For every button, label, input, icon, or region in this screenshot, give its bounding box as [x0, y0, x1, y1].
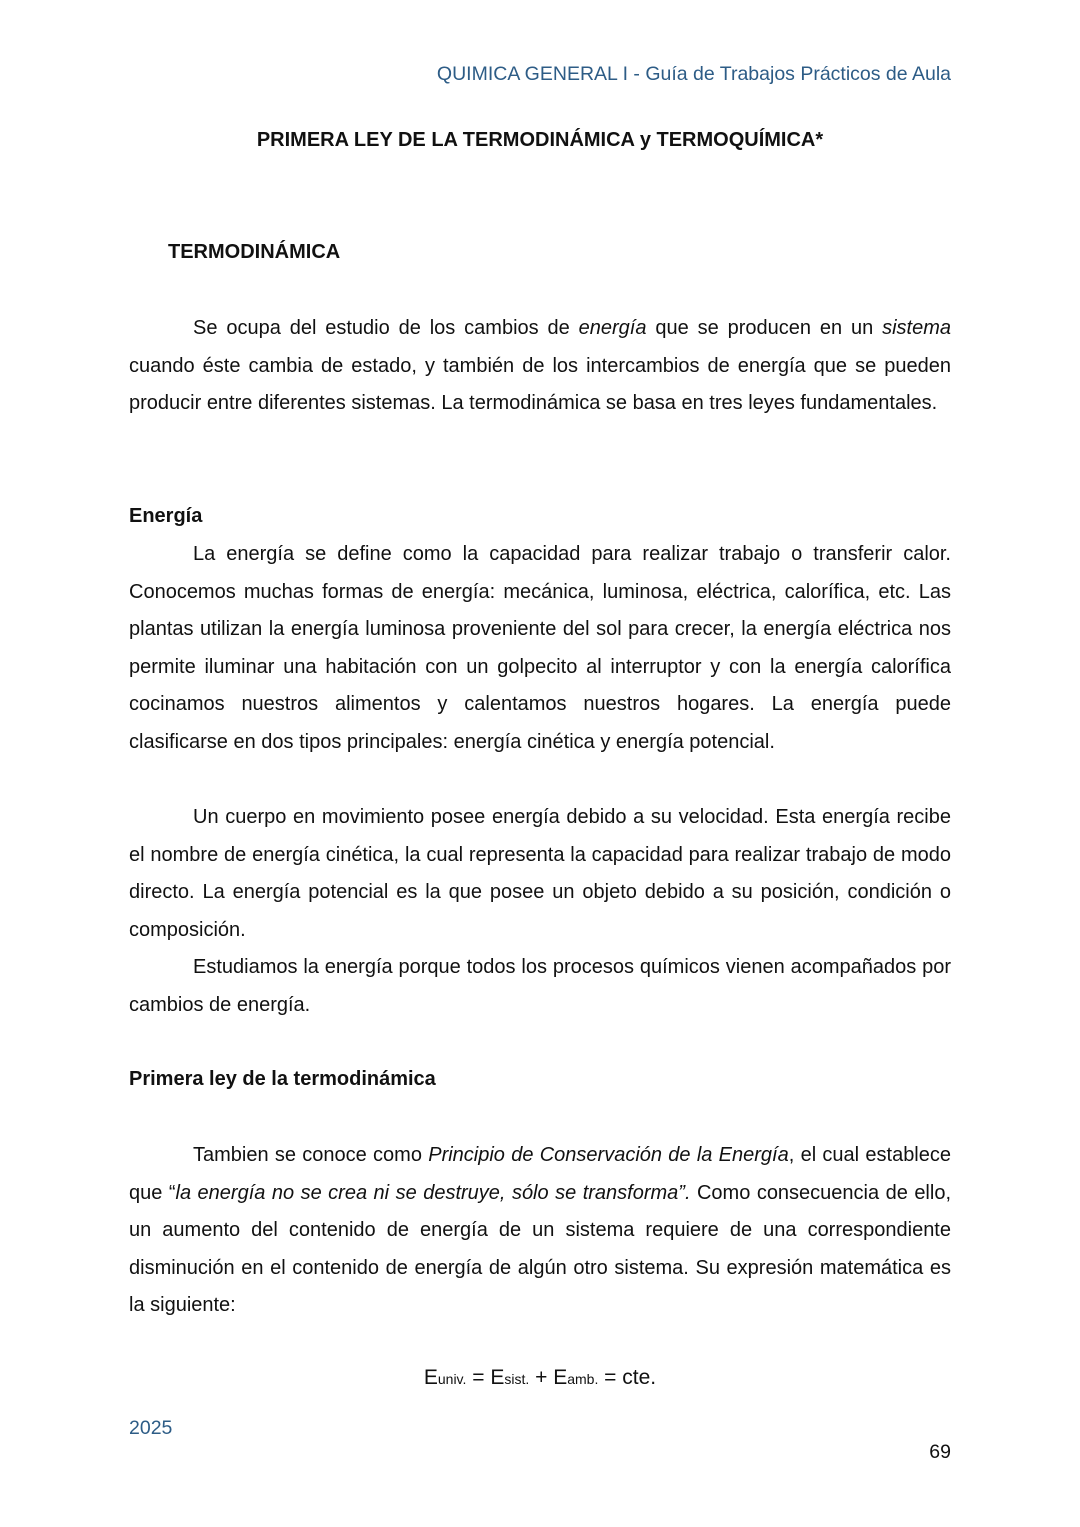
primera-ley-emphasis-quote: la energía no se crea ni se destruye, sólo se transforma”. — [175, 1181, 691, 1204]
intro-emphasis-sistema: sistema — [882, 317, 951, 339]
intro-emphasis-energia: energía — [578, 317, 647, 339]
running-header: QUIMICA GENERAL I - Guía de Trabajos Prácticos de Aula — [436, 63, 951, 85]
subheading-primera-ley: Primera ley de la termodinámica — [129, 1068, 436, 1090]
primera-ley-paragraph — [129, 1137, 951, 1325]
equation-sub-amb: amb. — [567, 1371, 599, 1387]
equation-e-univ: E — [423, 1366, 438, 1389]
energia-paragraph-1: La energía se define como la capacidad para realizar trabajo o transferir calor. Conocemos muchas formas de energía: mecánica, luminosa, eléctrica, calorífica, etc. Las plantas utilizan la energía luminosa proveniente del sol para crecer, la energía eléctrica nos permite iluminar una habitación con un golpecito al interruptor y con la energía calorífica cocinamos nuestros alimentos y calentamos nuestros hogares. La energía puede clasificarse en dos tipos principales: energía cinética y energía potencial. — [129, 543, 951, 753]
primera-ley-emphasis-principio: Principio de Conservación de la Energía — [428, 1144, 789, 1166]
primera-ley-text-1: Tambien se conoce como — [193, 1144, 429, 1166]
equation-end: = cte. — [598, 1366, 657, 1389]
intro-text-1: Se ocupa del estudio de los cambios de — [193, 317, 579, 339]
energia-paragraph-3: Estudiamos la energía porque todos los procesos químicos vienen acompañados por cambios de energía. — [129, 956, 951, 1016]
energy-conservation-equation — [0, 1366, 1080, 1390]
document-title: PRIMERA LEY DE LA TERMODINÁMICA y TERMOQUÍMICA* — [256, 129, 824, 151]
primera-ley-text-2: , el cual establece que “ — [129, 1144, 951, 1204]
footer-year: 2025 — [129, 1417, 173, 1439]
equation-sub-univ: univ. — [437, 1371, 467, 1387]
energia-paragraph-2: Un cuerpo en movimiento posee energía debido a su velocidad. Esta energía recibe el nombre de energía cinética, la cual representa la capacidad para realizar trabajo de modo directo. La energía potencial es la que posee un objeto debido a su posición, condición o composición. — [129, 806, 951, 941]
page-number: 69 — [929, 1441, 951, 1463]
primera-ley-text-3: Como consecuencia de ello, un aumento del contenido de energía de un sistema requiere de una correspondiente disminución en el contenido de energía de algún otro sistema. Su expresión matemática es la siguiente: — [129, 1181, 952, 1316]
intro-text-2: que se producen en un — [646, 317, 883, 339]
section-heading-termodinamica: TERMODINÁMICA — [168, 241, 341, 263]
equation-plus-e: + E — [529, 1366, 568, 1389]
subheading-energia: Energía — [129, 505, 203, 527]
intro-paragraph — [129, 310, 951, 423]
equation-eq-e: = E — [466, 1366, 505, 1389]
equation-sub-sist: sist. — [504, 1371, 530, 1387]
intro-text-3: cuando éste cambia de estado, y también de los intercambios de energía que se pueden producir entre diferentes sistemas. La termodinámica se basa en tres leyes fundamentales. — [129, 354, 951, 414]
